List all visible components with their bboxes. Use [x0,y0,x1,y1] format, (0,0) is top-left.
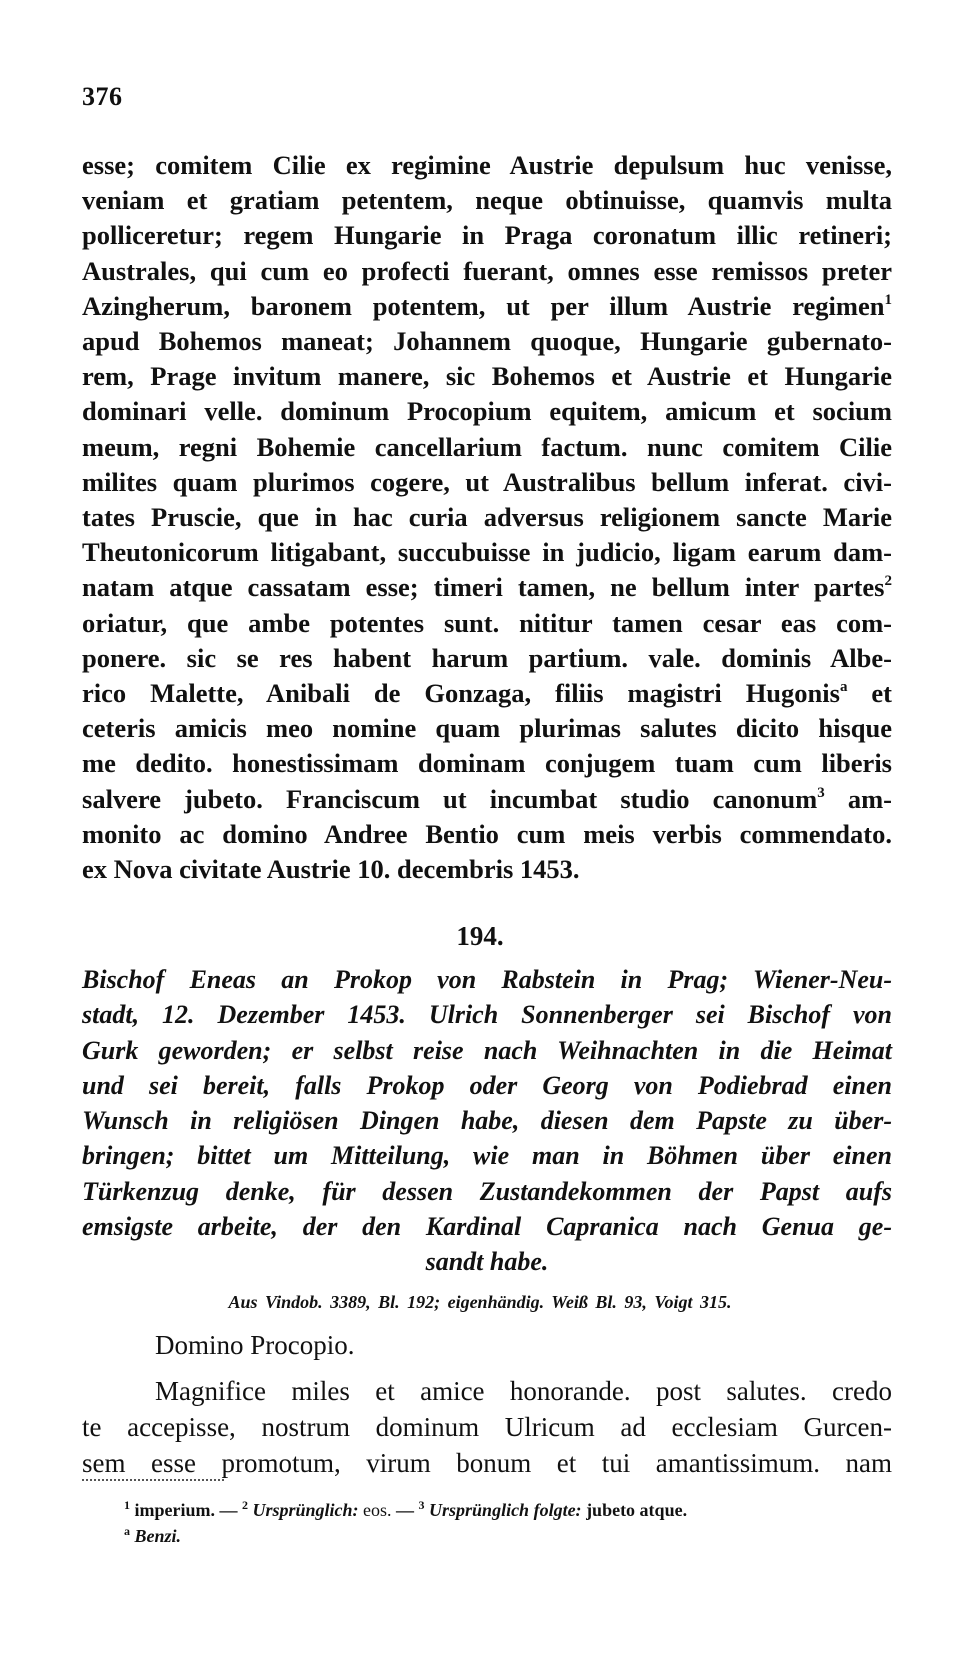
text-line [82,570,892,605]
text-line [82,782,892,817]
text-line: polliceretur; regem Hungarie in Praga coronatum illic retineri; [82,220,892,251]
text-line [82,289,892,324]
footnote-mark: 1 [124,1498,130,1512]
footnote-line [124,1497,894,1523]
footnote-label: Ursprünglich: [252,1500,359,1520]
regest-line: Wunsch in religiösen Dingen habe, diesen dem Papste zu über- [82,1106,892,1136]
text-line: oriatur, que ambe potentes sunt. nititur tamen cesar eas com- [82,607,892,638]
text-line: veniam et gratiam petentem, neque obtinuisse, quamvis multa [82,185,892,216]
footnote-label: Ursprünglich folgte: [429,1500,582,1520]
letter-line: sem esse promotum, virum bonum et tui amantissimum. nam [82,1448,892,1478]
footnote-mark: 1 [884,291,892,308]
footnote-mark: 3 [817,784,825,801]
text-line: ex Nova civitate Austrie 10. decembris 1453. [82,854,580,885]
letter-line: te accepisse, nostrum dominum Ulricum ad ecclesiam Gurcen- [82,1412,892,1442]
text-line: rem, Prage invitum manere, sic Bohemos et Austrie et Hungarie [82,361,892,392]
text-line: ceteris amicis meo nomine quam plurimas salutes dicito hisque [82,713,892,744]
line-tail: et [847,678,893,709]
text-line: milites quam plurimos cogere, ut Australibus bellum inferat. civi- [82,466,892,497]
text-line: apud Bohemos maneat; Johannem quoque, Hungarie gubernato- [82,326,892,357]
page-number: 376 [82,82,123,111]
text-line: Australes, qui cum eo profecti fuerant, omnes esse remissos preter [82,255,892,286]
footnote-mark: 3 [418,1498,425,1512]
footnote-line [124,1523,894,1549]
letter-line: Magnifice miles et amice honorande. post salutes. credo [155,1376,892,1406]
regest-line: sandt habe. [425,1247,549,1277]
footnote-mark: a [839,679,848,696]
footnote-separator: — [396,1500,415,1520]
footnote-divider [82,1479,224,1481]
letter-continuation [82,148,892,887]
text-line: monito ac domino Andree Bentio cum meis verbis commendato. [82,818,892,849]
text-line [82,676,892,711]
regest-line: stadt, 12. Dezember 1453. Ulrich Sonnenberger sei Bischof von [82,1000,892,1030]
regest-line: bringen; bittet um Mitteilung, wie man in Böhmen über einen [82,1141,892,1171]
line-text: natam atque cassatam esse; timeri tamen, ne bellum inter partes [82,572,885,603]
line-tail: am- [824,783,892,814]
regest-line: Gurk geworden; er selbst reise nach Weihnachten in die Heimat [82,1035,892,1065]
text-line: tates Pruscie, que in hac curia adversus religionem sancte Marie [82,502,892,533]
text-line: meum, regni Bohemie cancellarium factum. nunc comitem Cilie [82,431,892,462]
footnotes [124,1497,894,1549]
source-note: Aus Vindob. 3389, Bl. 192; eigenhändig. Weiß Bl. 93, Voigt 315. [228,1292,732,1312]
line-text: rico Malette, Anibali de Gonzaga, filiis magistri Hugonis [82,678,840,709]
footnote-text: imperium. [134,1500,215,1520]
regest-summary [82,962,892,1280]
text-line: Theutonicorum litigabant, succubuisse in judicio, ligam earum dam- [82,537,892,568]
letter-body [82,1373,892,1481]
text-line: ponere. sic se res habent harum partium. vale. dominis Albe- [82,642,892,673]
footnote-mark: a [124,1524,130,1538]
salutation: Domino Procopio. [155,1330,355,1360]
footnote-text: jubeto atque. [586,1500,688,1520]
footnote-mark: 2 [884,573,892,590]
text-line: esse; comitem Cilie ex regimine Austrie depulsum huc venisse, [82,150,892,180]
regest-line: emsigste arbeite, der den Kardinal Capranica nach Genua ge- [82,1212,892,1242]
document-number: 194. [456,921,504,951]
footnote-mark: 2 [242,1498,248,1512]
line-text: Azingherum, baronem potentem, ut per illum Austrie regimen [82,290,885,321]
footnote-text: Benzi. [134,1526,182,1546]
regest-line: und sei bereit, falls Prokop oder Georg von Podiebrad einen [82,1070,892,1100]
footnote-text: eos. [363,1500,392,1520]
line-text: salvere jubeto. Franciscum ut incumbat studio canonum [82,783,818,814]
regest-line: Türkenzug denke, für dessen Zustandekommen der Papst aufs [82,1176,892,1206]
footnote-separator: — [219,1500,238,1520]
regest-line: Bischof Eneas an Prokop von Rabstein in Prag; Wiener-Neu- [82,965,892,994]
text-line: me dedito. honestissimam dominam conjugem tuam cum liberis [82,748,892,779]
text-line: dominari velle. dominum Procopium equitem, amicum et socium [82,396,892,427]
